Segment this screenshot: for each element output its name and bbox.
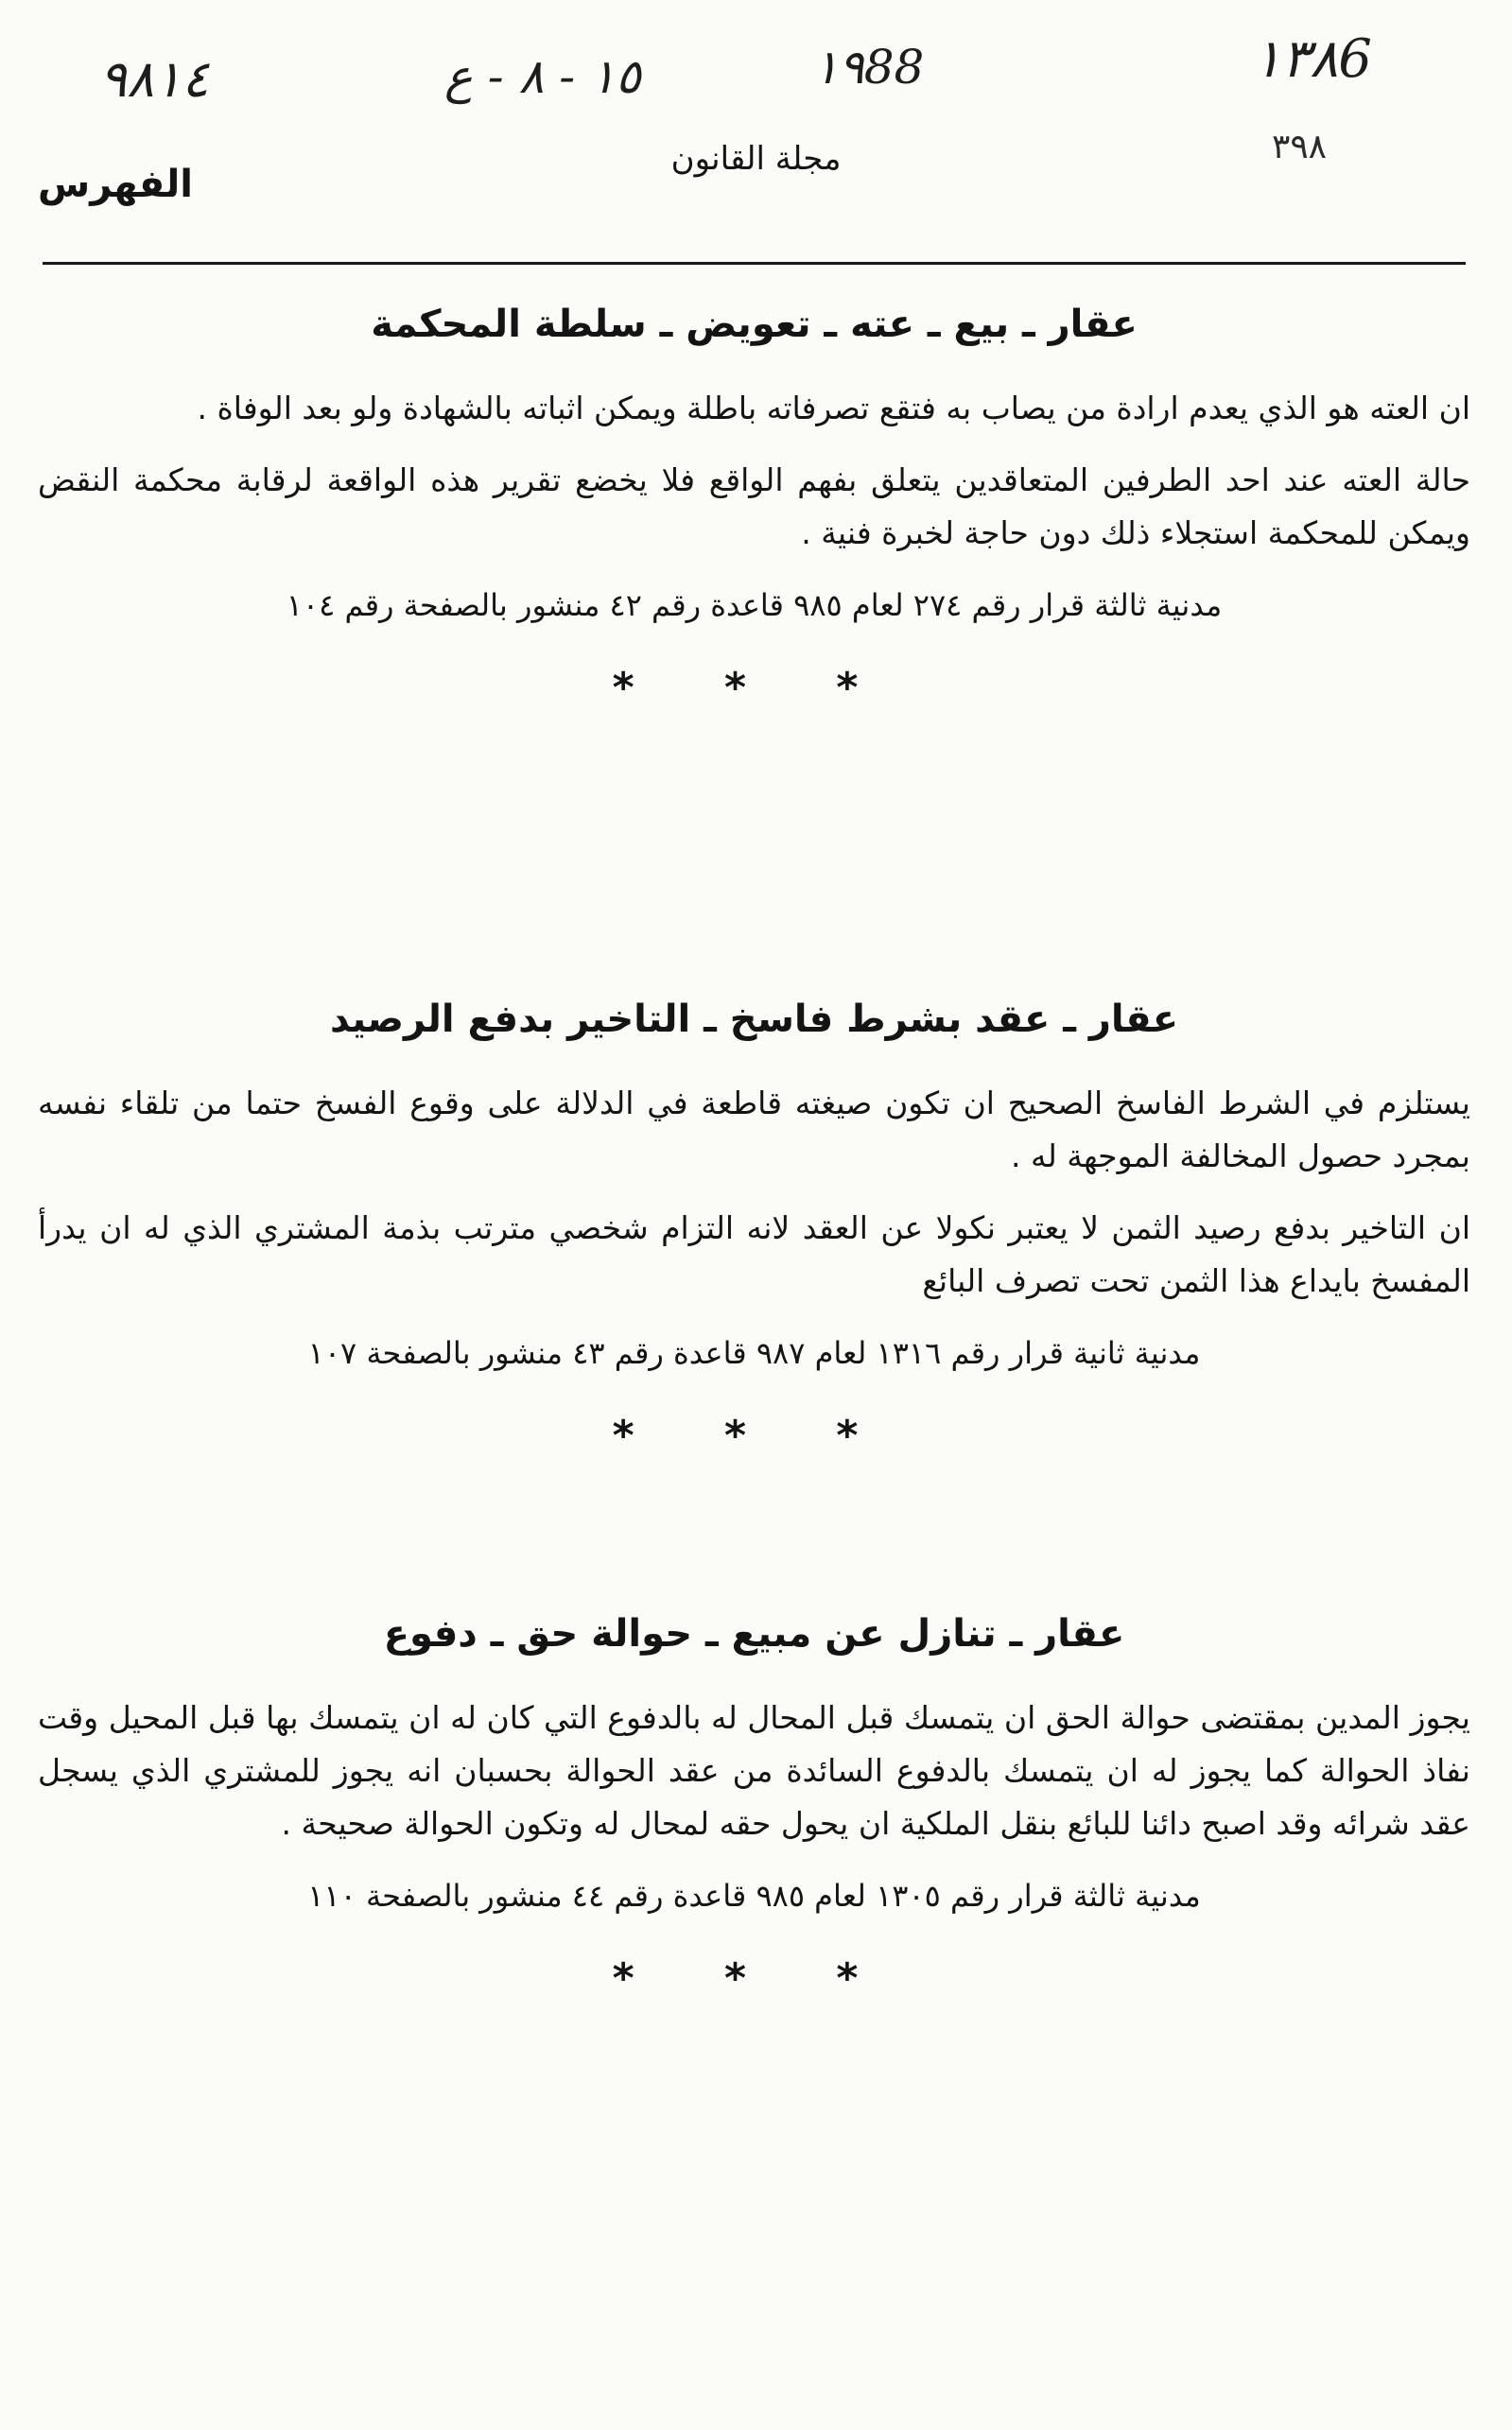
handwritten-date: ١٥ - ٨ - ع [444,49,641,104]
journal-title: مجلة القانون [670,140,842,178]
handwritten-number: ١٣٨6 [1253,28,1372,90]
section-paragraph: ان التاخير بدفع رصيد الثمن لا يعتبر نكولا عن العقد لانه التزام شخصي مترتب بذمة المشتري الذي له ان يدرأ المفسخ بايداع هذا الثمن تحت تصرف البائع [38,1209,1470,1299]
handwritten-mark-left: ٩٨١٤ [99,49,210,109]
ruling-section-3 [38,1612,1470,2003]
ruling-section-2 [38,998,1470,1460]
handwritten-year: ١٩88 [813,40,925,95]
section-title: عقار ـ عقد بشرط فاسخ ـ التاخير بدفع الرصيد [329,998,1179,1041]
ruling-section-1 [38,303,1470,712]
section-paragraph: يجوز المدين بمقتضى حوالة الحق ان يتمسك قبل المحال له بالدفوع التي كان له ان يتمسك بها قبل المحيل وقت نفاذ الحوالة كما يجوز له ان يتمسك بالدفوع السائدة من عقد الحوالة بحسبان انه يجوز للمشتري الذي يسجل عقد شرائه وقد اصبح دائنا للبائع بنقل الملكية ان يحول حقه لمحال له وتكون الحوالة صحيحة . [38,1699,1470,1842]
section-title: عقار ـ بيع ـ عته ـ تعويض ـ سلطة المحكمة [371,303,1138,346]
section-reference: مدنية ثالثة قرار رقم ٢٧٤ لعام ٩٨٥ قاعدة رقم ٤٢ منشور بالصفحة رقم ١٠٤ [286,587,1223,623]
section-paragraph: حالة العته عند احد الطرفين المتعاقدين يتعلق بفهم الواقع فلا يخضع تقرير هذه الواقعة لرقابة محكمة النقض ويمكن للمحكمة استجلاء ذلك دون حاجة لخبرة فنية . [38,461,1470,551]
section-reference: مدنية ثالثة قرار رقم ١٣٠٥ لعام ٩٨٥ قاعدة رقم ٤٤ منشور بالصفحة ١١٠ [307,1878,1201,1914]
section-title: عقار ـ تنازل عن مبيع ـ حوالة حق ـ دفوع [383,1612,1125,1656]
section-separator: * * * [612,1412,896,1460]
section-separator: * * * [612,664,896,712]
section-paragraph: ان العته هو الذي يعدم ارادة من يصاب به فتقع تصرفاته باطلة ويمكن اثباته بالشهادة ولو بعد الوفاة . [197,390,1470,426]
page-number: ٣٩٨ [1272,128,1328,166]
section-paragraph: يستلزم في الشرط الفاسخ الصحيح ان تكون صيغته قاطعة في الدلالة على وقوع الفسخ حتما من تلقاء نفسه بمجرد حصول المخالفة الموجهة له . [38,1085,1470,1174]
header-divider [43,262,1466,265]
section-reference: مدنية ثانية قرار رقم ١٣١٦ لعام ٩٨٧ قاعدة رقم ٤٣ منشور بالصفحة ١٠٧ [307,1335,1201,1371]
section-separator: * * * [612,1954,896,2003]
index-label: الفهرس [38,163,194,206]
